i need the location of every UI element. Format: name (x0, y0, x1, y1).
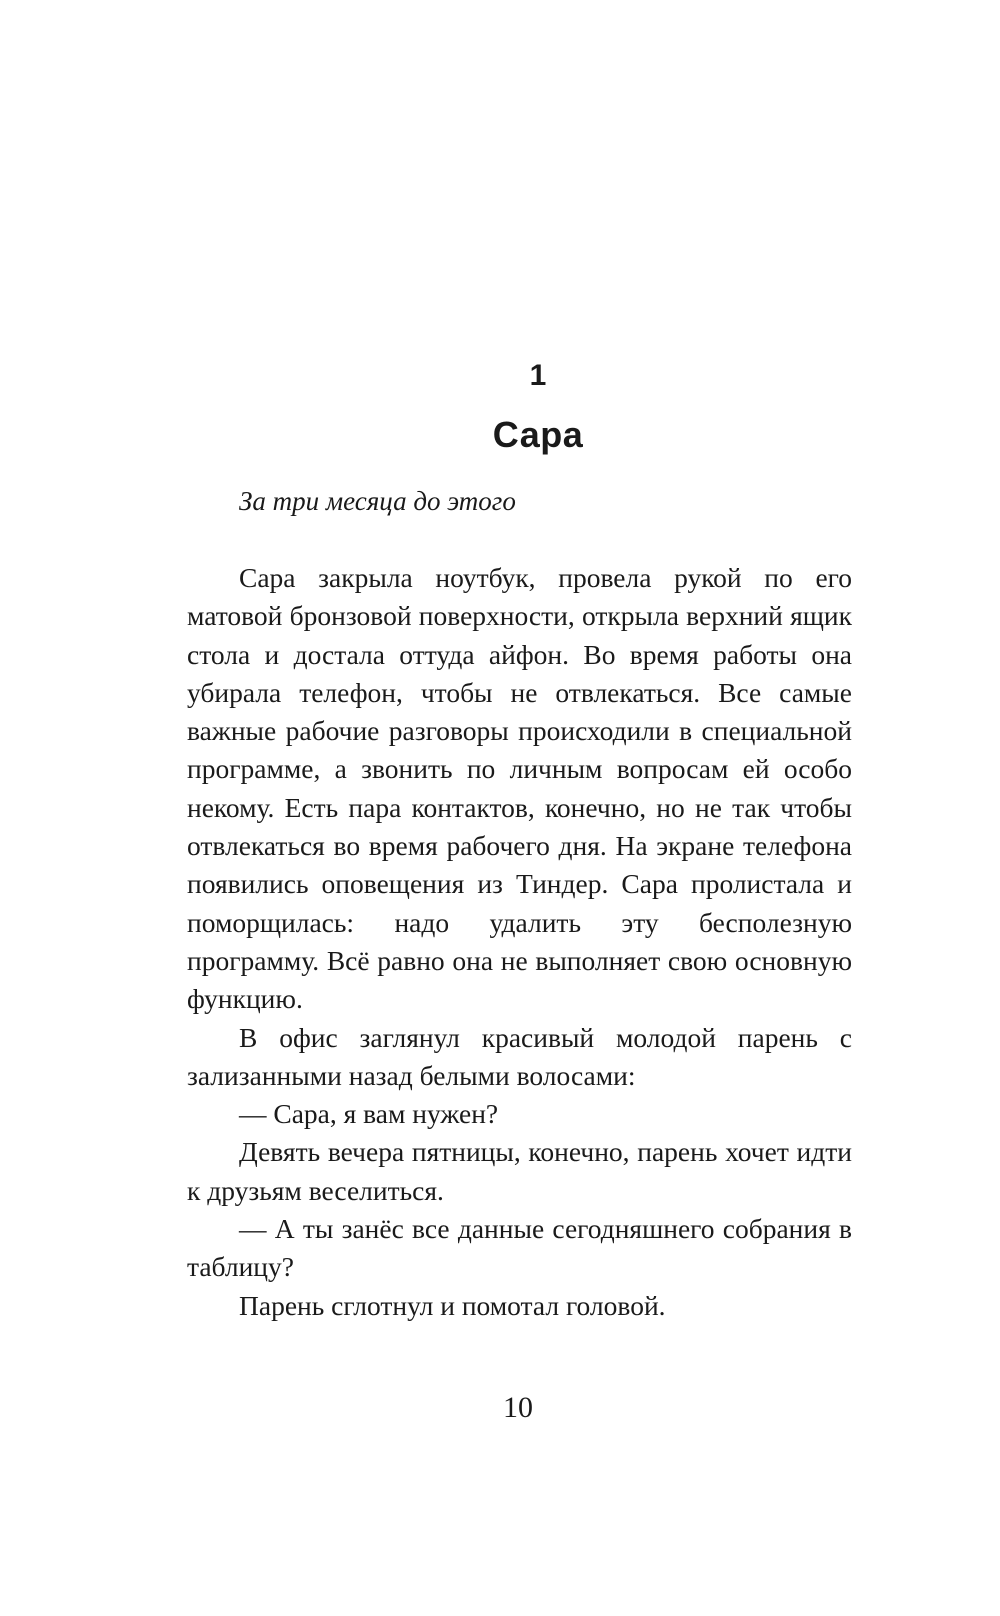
dialogue-line: — Сара, я вам нужен? (239, 1098, 499, 1130)
body-text (187, 559, 852, 1325)
paragraph: Девять вечера пятницы, конечно, парень хочет идти к друзьям веселиться. (187, 1136, 852, 1206)
chapter-title: Сара (492, 414, 584, 455)
chapter-number: 1 (529, 359, 547, 392)
chapter-epigraph: За три месяца до этого (239, 486, 516, 516)
paragraph: Парень сглотнул и помотал головой. (239, 1289, 666, 1321)
dialogue-line: — А ты занёс все данные сегодняшнего собрания в таблицу? (187, 1213, 852, 1283)
paragraph: Сара закрыла ноутбук, провела рукой по его матовой бронзовой поверхности, открыла верхний ящик стола и достала оттуда айфон. Во время работы она убирала телефон, чтобы не отвлекаться. Все самые важные рабочие разговоры происходили в специальной программе, а звонить по личным вопросам ей особо некому. Есть пара контактов, конечно, но не так чтобы отвлекаться во время рабочего дня. На экране телефона появились оповещения из Тиндер. Сара пролистала и поморщилась: надо удалить эту бесполезную программу. Всё равно она не выполняет свою основную функцию. (187, 562, 852, 1015)
paragraph: В офис заглянул красивый молодой парень с зализанными назад белыми волосами: (187, 1021, 852, 1091)
page-number: 10 (503, 1391, 533, 1424)
